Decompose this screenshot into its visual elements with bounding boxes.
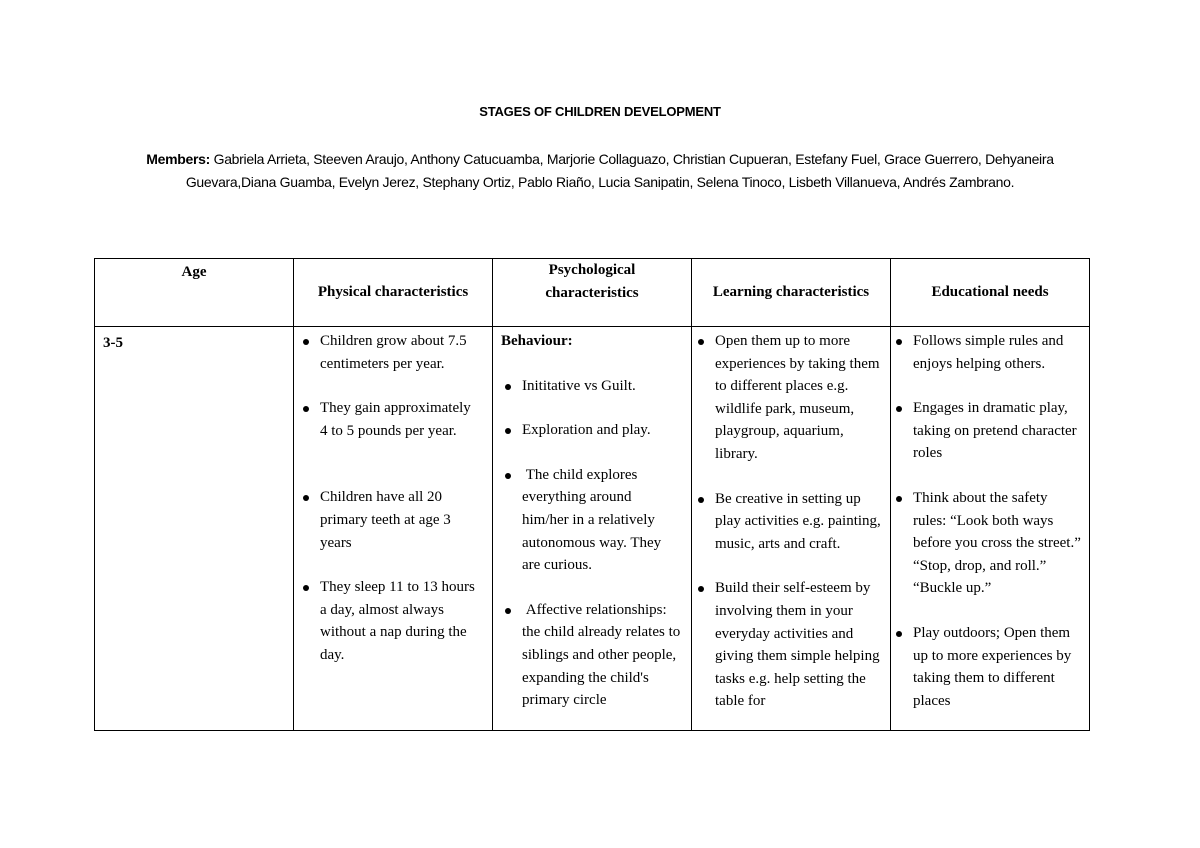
bullet-icon (896, 406, 902, 412)
bullet-icon (698, 497, 704, 503)
header-psychological: Psychological characteristics (493, 259, 692, 327)
development-table (94, 258, 1090, 731)
list-item: Build their self-esteem by involving them in your everyday activities and giving them simple helping tasks e.g. help setting the table for (715, 577, 882, 713)
bullet-icon (505, 473, 511, 479)
members-label: Members: (146, 151, 211, 167)
members-list: Gabriela Arrieta, Steeven Araujo, Anthony Catucuamba, Marjorie Collaguazo, Christian Cupueran, Estefany Fuel, Grace Guerrero, Dehyaneira Guevara,Diana Guamba, Evelyn Jerez, Stephany Ortiz, Pablo Riaño, Lucia Sanipatin, Selena Tinoco, Lisbeth Villanueva, Andrés Zambrano. (185, 151, 1054, 190)
list-item: Be creative in setting up play activities e.g. painting, music, arts and craft. (715, 488, 882, 556)
list-item: The child explores everything around him/her in a relatively autonomous way. They are curious. (522, 464, 681, 577)
bullet-icon (303, 495, 309, 501)
list-item: Children grow about 7.5 centimeters per year. (320, 330, 478, 375)
physical-list (320, 330, 478, 667)
list-item: They sleep 11 to 13 hours a day, almost always without a nap during the day. (320, 576, 478, 666)
bullet-icon (896, 631, 902, 637)
bullet-icon (505, 428, 511, 434)
document-title: STAGES OF CHILDREN DEVELOPMENT (479, 104, 721, 119)
list-item: Affective relationships: the child already relates to siblings and other people, expanding the child's primary circle (522, 599, 681, 712)
header-educational: Educational needs (891, 259, 1090, 327)
list-item: Engages in dramatic play, taking on pretend character roles (913, 397, 1081, 465)
bullet-icon (698, 586, 704, 592)
list-item: Think about the safety rules: “Look both ways before you cross the street.” “Stop, drop, and roll.” “Buckle up.” (913, 487, 1081, 600)
list-item: Follows simple rules and enjoys helping others. (913, 330, 1081, 375)
bullet-icon (505, 384, 511, 390)
bullet-icon (896, 339, 902, 345)
table-row (95, 327, 1090, 731)
cell-learning (692, 327, 891, 731)
list-item: Children have all 20 primary teeth at age 3 years (320, 486, 478, 554)
cell-psychological (493, 327, 692, 731)
table-header-row (95, 259, 1090, 327)
bullet-icon (303, 406, 309, 412)
list-item: Open them up to more experiences by taking them to different places e.g. wildlife park, museum, playgroup, aquarium, library. (715, 330, 882, 466)
header-learning: Learning characteristics (692, 259, 891, 327)
list-item: They gain approximately 4 to 5 pounds per year. (320, 397, 478, 442)
bullet-icon (698, 339, 704, 345)
cell-age (95, 327, 294, 731)
bullet-icon (505, 608, 511, 614)
cell-physical (294, 327, 493, 731)
behaviour-heading: Behaviour: (501, 333, 573, 349)
psychological-list (501, 375, 685, 712)
list-item: Exploration and play. (522, 419, 681, 442)
bullet-icon (303, 585, 309, 591)
learning-list (715, 330, 882, 713)
list-item: Inititative vs Guilt. (522, 375, 681, 398)
educational-list (913, 330, 1081, 712)
members-paragraph (112, 148, 1088, 194)
age-value: 3-5 (103, 335, 123, 351)
list-item: Play outdoors; Open them up to more experiences by taking them to different places (913, 622, 1081, 712)
bullet-icon (896, 496, 902, 502)
header-age: Age (95, 259, 294, 327)
cell-educational (891, 327, 1090, 731)
bullet-icon (303, 339, 309, 345)
header-physical: Physical characteristics (294, 259, 493, 327)
